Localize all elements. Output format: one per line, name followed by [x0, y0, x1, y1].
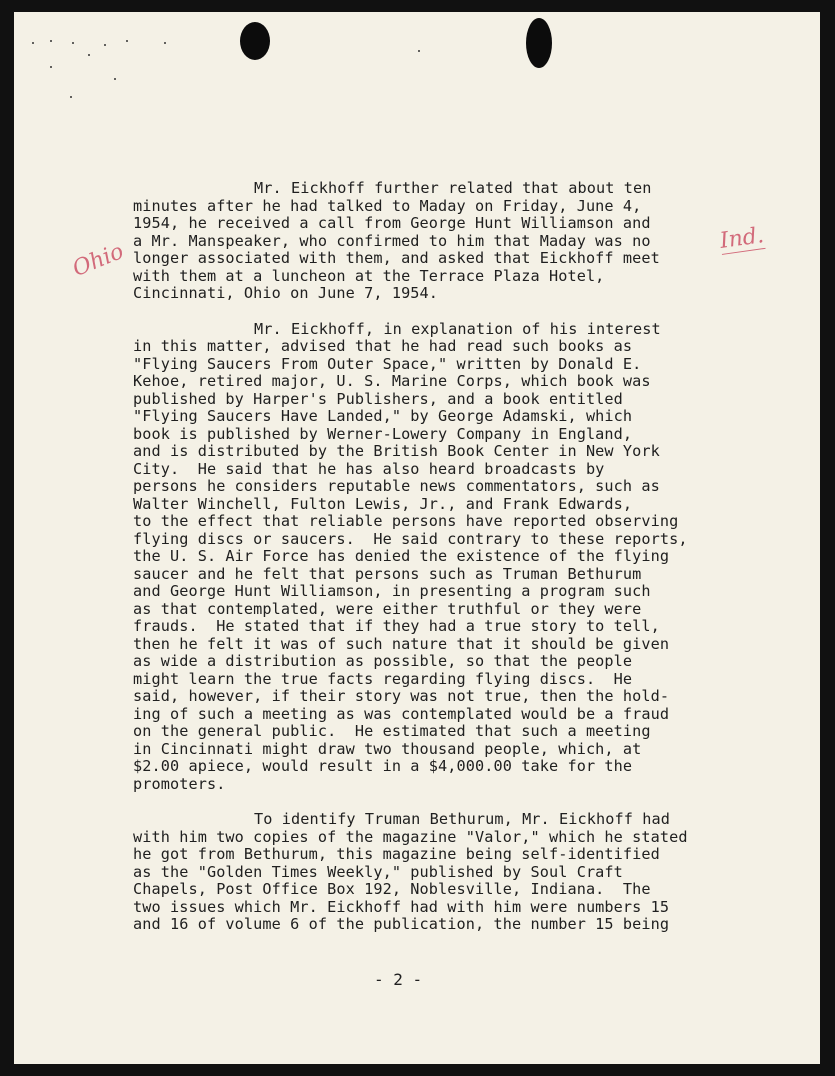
text-line: said, however, if their story was not true, then the hold-: [133, 687, 670, 705]
paragraph: [133, 811, 753, 934]
document-page: [14, 12, 820, 1064]
text-line: City. He said that he has also heard broadcasts by: [133, 459, 605, 478]
text-line: as that contemplated, were either truthful or they were: [133, 599, 642, 618]
text-line: two issues which Mr. Eickhoff had with him were numbers 15: [133, 897, 670, 916]
text-line: might learn the true facts regarding flying discs. He: [133, 669, 633, 688]
speck: [104, 44, 106, 46]
speck: [164, 42, 166, 44]
punch-hole-right: [526, 18, 552, 68]
speck: [418, 50, 420, 52]
text-line: "Flying Saucers Have Landed," by George Adamski, which: [133, 407, 633, 425]
page-number: - 2 -: [374, 970, 423, 989]
text-line: on the general public. He estimated that such a meeting: [133, 722, 651, 740]
text-line: flying discs or saucers. He said contrary to these reports,: [133, 529, 688, 548]
text-line: in Cincinnati might draw two thousand people, which, at: [133, 739, 642, 758]
text-line: Cincinnati, Ohio on June 7, 1954.: [133, 284, 439, 302]
speck: [114, 78, 116, 80]
text-line: with them at a luncheon at the Terrace Plaza Hotel,: [133, 266, 605, 285]
text-line: $2.00 apiece, would result in a $4,000.00 take for the: [133, 757, 633, 775]
speck: [88, 54, 90, 56]
text-line: Mr. Eickhoff, in explanation of his interest: [254, 319, 661, 338]
text-line: he got from Bethurum, this magazine being self-identified: [133, 845, 660, 863]
text-line: promoters.: [133, 774, 226, 793]
speck: [50, 40, 52, 42]
text-line: persons he considers reputable news commentators, such as: [133, 477, 660, 495]
punch-hole-left: [240, 22, 270, 60]
speck: [126, 40, 128, 42]
text-line: with him two copies of the magazine "Valor," which he stated: [133, 827, 688, 846]
text-line: 1954, he received a call from George Hunt Williamson and: [133, 214, 651, 232]
text-line: in this matter, advised that he had read such books as: [133, 337, 633, 355]
text-line: then he felt it was of such nature that it should be given: [133, 634, 670, 653]
text-line: the U. S. Air Force has denied the existence of the flying: [133, 547, 670, 565]
text-line: frauds. He stated that if they had a true story to tell,: [133, 617, 660, 635]
text-line: Walter Winchell, Fulton Lewis, Jr., and Frank Edwards,: [133, 494, 633, 513]
text-line: Mr. Eickhoff further related that about ten: [254, 179, 652, 197]
text-line: and is distributed by the British Book Center in New York: [133, 442, 660, 460]
speck: [32, 42, 34, 44]
speck: [72, 42, 74, 44]
text-line: To identify Truman Bethurum, Mr. Eickhoff had: [254, 810, 670, 828]
text-line: minutes after he had talked to Maday on Friday, June 4,: [133, 196, 642, 215]
text-line: book is published by Werner-Lowery Company in England,: [133, 424, 633, 443]
speck: [70, 96, 72, 98]
text-line: as the "Golden Times Weekly," published by Soul Craft: [133, 862, 623, 881]
text-line: and George Hunt Williamson, in presenting a program such: [133, 582, 651, 600]
text-line: Kehoe, retired major, U. S. Marine Corps, which book was: [133, 372, 651, 390]
text-line: saucer and he felt that persons such as Truman Bethurum: [133, 564, 642, 583]
paragraph: [133, 180, 753, 303]
text-line: published by Harper's Publishers, and a book entitled: [133, 389, 623, 408]
text-line: a Mr. Manspeaker, who confirmed to him that Maday was no: [133, 231, 651, 250]
text-line: longer associated with them, and asked that Eickhoff meet: [133, 249, 660, 267]
text-line: as wide a distribution as possible, so that the people: [133, 652, 633, 670]
text-line: Chapels, Post Office Box 192, Noblesville, Indiana. The: [133, 880, 651, 898]
margin-note-left: Ohio: [69, 239, 128, 282]
speck: [50, 66, 52, 68]
body-text: [133, 180, 753, 952]
text-line: to the effect that reliable persons have reported observing: [133, 512, 679, 530]
text-line: ing of such a meeting as was contemplated would be a fraud: [133, 704, 670, 723]
text-line: and 16 of volume 6 of the publication, the number 15 being: [133, 915, 670, 933]
margin-note-right: Ind.: [718, 223, 766, 254]
paragraph: [133, 321, 753, 794]
text-line: "Flying Saucers From Outer Space," written by Donald E.: [133, 354, 642, 373]
